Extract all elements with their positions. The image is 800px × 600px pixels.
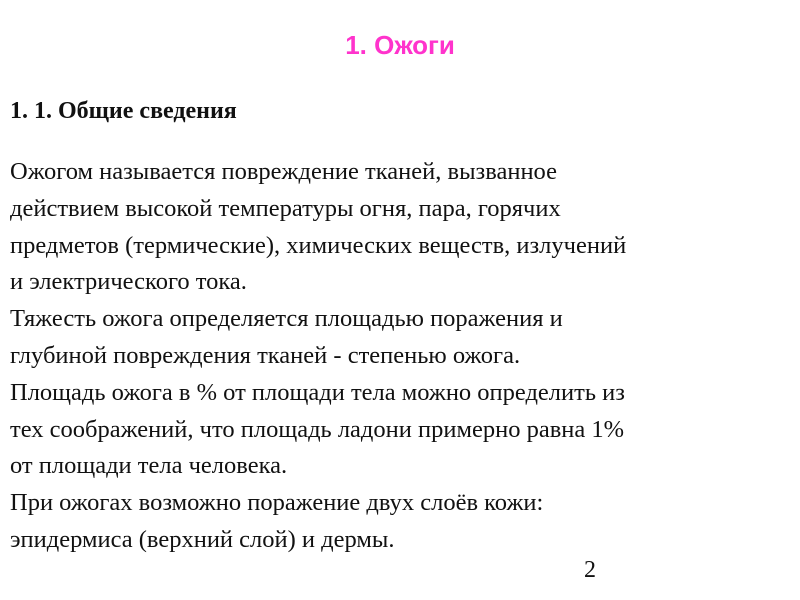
- page-number: 2: [584, 557, 596, 583]
- body-line: и электрического тока.: [10, 268, 247, 296]
- body-line: Тяжесть ожога определяется площадью поражения и: [10, 305, 563, 333]
- body-line: Ожогом называется повреждение тканей, вызванное: [10, 158, 557, 185]
- body-line: глубиной повреждения тканей - степенью ожога.: [10, 341, 521, 369]
- body-line: от площади тела человека.: [10, 452, 288, 480]
- body-line: эпидермиса (верхний слой) и дермы.: [10, 525, 395, 553]
- body-line: При ожогах возможно поражение двух слоёв кожи:: [10, 489, 544, 517]
- slide-title: 1. Ожоги: [345, 30, 455, 60]
- section-subtitle: 1. 1. Общие сведения: [10, 98, 237, 124]
- body-line: действием высокой температуры огня, пара, горячих: [10, 194, 561, 222]
- body-line: Площадь ожога в % от площади тела можно определить из: [10, 378, 625, 406]
- body-line: тех соображений, что площадь ладони примерно равна 1%: [10, 415, 625, 443]
- body-line: предметов (термические), химических веществ, излучений: [10, 231, 627, 259]
- body-text: [10, 154, 800, 559]
